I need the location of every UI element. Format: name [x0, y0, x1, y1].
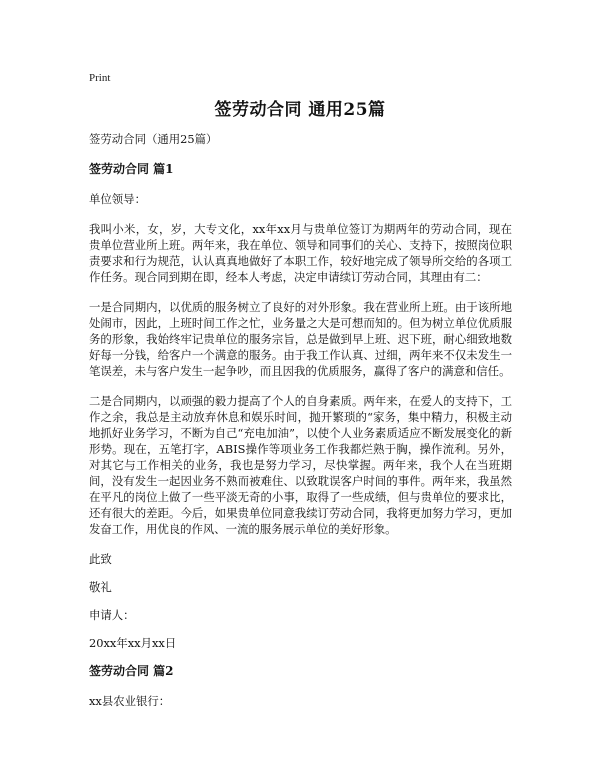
salutation-1: 单位领导：	[89, 192, 146, 206]
section-heading-2: 签劳动合同 篇2	[89, 664, 174, 678]
print-link[interactable]: Print	[89, 72, 111, 84]
section-heading-1: 签劳动合同 篇1	[89, 162, 174, 176]
document-subtitle: 签劳动合同（通用25篇）	[89, 132, 218, 146]
salutation-2: xx县农业银行：	[89, 694, 171, 708]
paragraph-2: 一是合同期内，以优质的服务树立了良好的对外形象。我在营业所上班。由于该所地处闹市，因此，上班时间工作之忙，业务量之大是可想而知的。但为树立单位优质服务的形象，我始终牢记贵单位的服务宗旨，总是做到早上班、迟下班，耐心细致地数好每一分钱，给客户一个满意的服务。由于我工作认真、过细，两年来不仅未发生一笔误差，未与客户发生一起争吵，而且因我的优质服务，赢得了客户的满意和信任。	[89, 300, 512, 378]
document-body	[89, 131, 512, 723]
page-title: 签劳动合同 通用25篇	[214, 100, 386, 120]
paragraph-3: 二是合同期内，以顽强的毅力提高了个人的自身素质。两年来，在爱人的支持下，工作之余，我总是主动放弃休息和娱乐时间，抛开繁琐的“家务，集中精力，积极主动地抓好业务学习，不断为自己“充电加油”，以使个人业务素质适应不断发展变化的新形势。现在，五笔打字，ABIS操作等项业务工作我都烂熟于胸，操作流利。另外，对其它与工作相关的业务，我也是努力学习，尽快掌握。两年来，我个人在当班期间，没有发生一起因业务不熟而被难住、以致耽误客户时间的事件。两年来，我虽然在平凡的岗位上做了一些平淡无奇的小事，取得了一些成绩，但与贵单位的要求比，还有很大的差距。今后，如果贵单位同意我续订劳动合同，我将更加努力学习，更加发奋工作，用优良的作风、一流的服务展示单位的美好形象。	[89, 394, 512, 536]
signature-date: 20xx年xx月xx日	[89, 636, 177, 650]
closing-cizhi: 此致	[89, 552, 112, 566]
applicant-label: 申请人：	[89, 608, 135, 622]
paragraph-1: 我叫小米，女，岁，大专文化，xx年xx月与贵单位签订为期两年的劳动合同，现在贵单位营业所上班。两年来，我在单位、领导和同事们的关心、支持下，按照岗位职责要求和行为规范，认认真真地做好了本职工作，较好地完成了领导所交给的各项工作任务。现合同到期在即，经本人考虑，决定申请续订劳动合同，其理由有二：	[89, 222, 512, 284]
closing-jingli: 敬礼	[89, 580, 112, 594]
